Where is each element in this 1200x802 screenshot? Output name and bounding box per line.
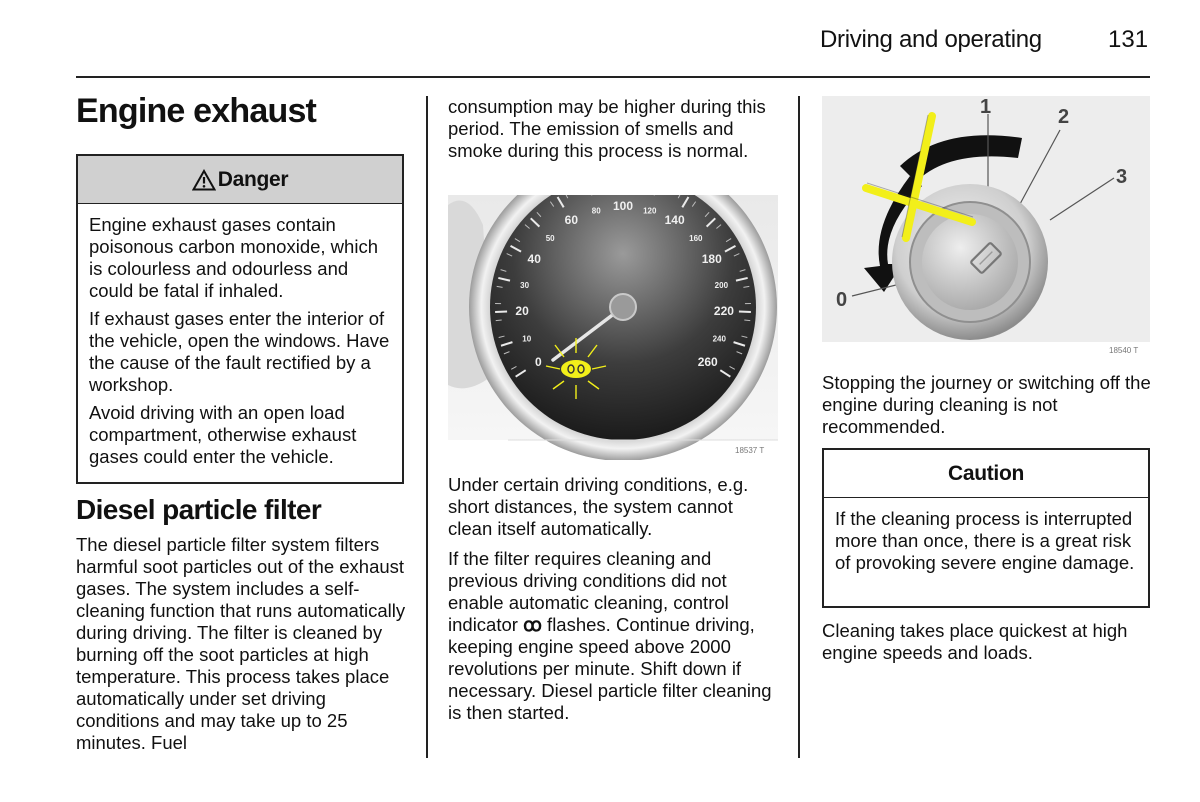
caution-box-header: Caution — [824, 450, 1148, 498]
danger-box-body — [78, 204, 402, 468]
caution-box — [822, 448, 1150, 608]
ignition-switch-figure — [822, 96, 1150, 360]
figure-code: 18540 T — [1109, 346, 1139, 355]
speed-label: 140 — [664, 213, 685, 228]
position-label-1: 1 — [980, 96, 992, 118]
danger-label: Danger — [217, 167, 289, 191]
position-label-3: 3 — [1116, 166, 1128, 188]
speed-label: 40 — [527, 251, 541, 266]
column-divider — [798, 96, 800, 758]
running-header: Driving and operating — [820, 26, 1042, 53]
speed-label: 240 — [712, 334, 726, 344]
column-divider — [426, 96, 428, 758]
speed-label: 50 — [545, 233, 555, 243]
caution-paragraph: If the cleaning process is interrupted more than once, there is a great risk of provoking severe engine damage. — [835, 508, 1135, 573]
danger-paragraph: Avoid driving with an open load compartment, otherwise exhaust gases could enter the vehicle. — [89, 402, 357, 467]
subsection-title: Diesel particle filter — [76, 494, 322, 525]
danger-paragraph: Engine exhaust gases contain poisonous carbon monoxide, which is colourless and odourless and could be fatal if inhaled. — [89, 214, 378, 301]
speedometer-illustration — [448, 195, 778, 460]
speed-label: 220 — [713, 303, 734, 318]
speed-minor-tick — [744, 320, 750, 321]
speed-label: 180 — [701, 251, 722, 266]
section-title: Engine exhaust — [76, 92, 317, 130]
filter-cleaning-text-end: flashes. Continue driving, keeping engine speed above 2000 revolutions per minute. Shift down if necessary. Diesel particle filter cleaning is then started. — [448, 614, 772, 723]
ignition-switch-illustration — [822, 96, 1150, 360]
speed-label: 200 — [714, 281, 729, 291]
speedometer-figure — [448, 195, 778, 460]
speed-label: 120 — [643, 206, 657, 216]
stop-journey-paragraph: Stopping the journey or switching off the engine during cleaning is not recommended. — [822, 372, 1151, 437]
speed-label: 60 — [564, 213, 579, 228]
diesel-filter-indicator-icon: ꝏ — [523, 614, 542, 635]
header-rule — [76, 76, 1150, 78]
speed-label: 100 — [612, 199, 634, 213]
driving-conditions-paragraph: Under certain driving conditions, e.g. short distances, the system cannot clean itself automatically. — [448, 474, 749, 539]
position-label-2: 2 — [1058, 106, 1070, 128]
speed-label: 0 — [534, 355, 542, 370]
cleaning-speed-paragraph: Cleaning takes place quickest at high engine speeds and loads. — [822, 620, 1128, 663]
speed-label: 10 — [522, 334, 532, 344]
danger-box-header — [78, 156, 402, 204]
speed-label: 80 — [591, 206, 601, 216]
speed-label: 30 — [520, 281, 530, 291]
speed-minor-tick — [496, 320, 502, 321]
page-number: 131 — [1108, 26, 1149, 53]
danger-paragraph: If exhaust gases enter the interior of the vehicle, open the windows. Have the cause of the fault rectified by a workshop. — [89, 308, 390, 395]
continuation-paragraph: consumption may be higher during this period. The emission of smells and smoke during this process is normal. — [448, 96, 766, 161]
position-label-0: 0 — [836, 289, 848, 311]
dpf-intro-paragraph: The diesel particle filter system filters harmful soot particles out of the exhaust gases. The system includes a self-cleaning function that runs automatically during driving. The filter is cleaned by burning off the soot particles at high temperature. This process takes place automatically under set driving conditions and may take up to 25 minutes. Fuel — [76, 534, 406, 753]
danger-box — [76, 154, 404, 484]
speed-label: 20 — [515, 303, 529, 318]
speed-label: 260 — [697, 355, 718, 370]
figure-code: 18537 T — [735, 446, 765, 455]
speed-label: 160 — [689, 233, 703, 243]
filter-cleaning-paragraph — [448, 548, 778, 724]
warning-triangle-icon — [192, 169, 216, 191]
filter-cleaning-text-start: If the filter requires cleaning and previous driving conditions did not enable automatic cleaning, control indicator — [448, 548, 729, 635]
